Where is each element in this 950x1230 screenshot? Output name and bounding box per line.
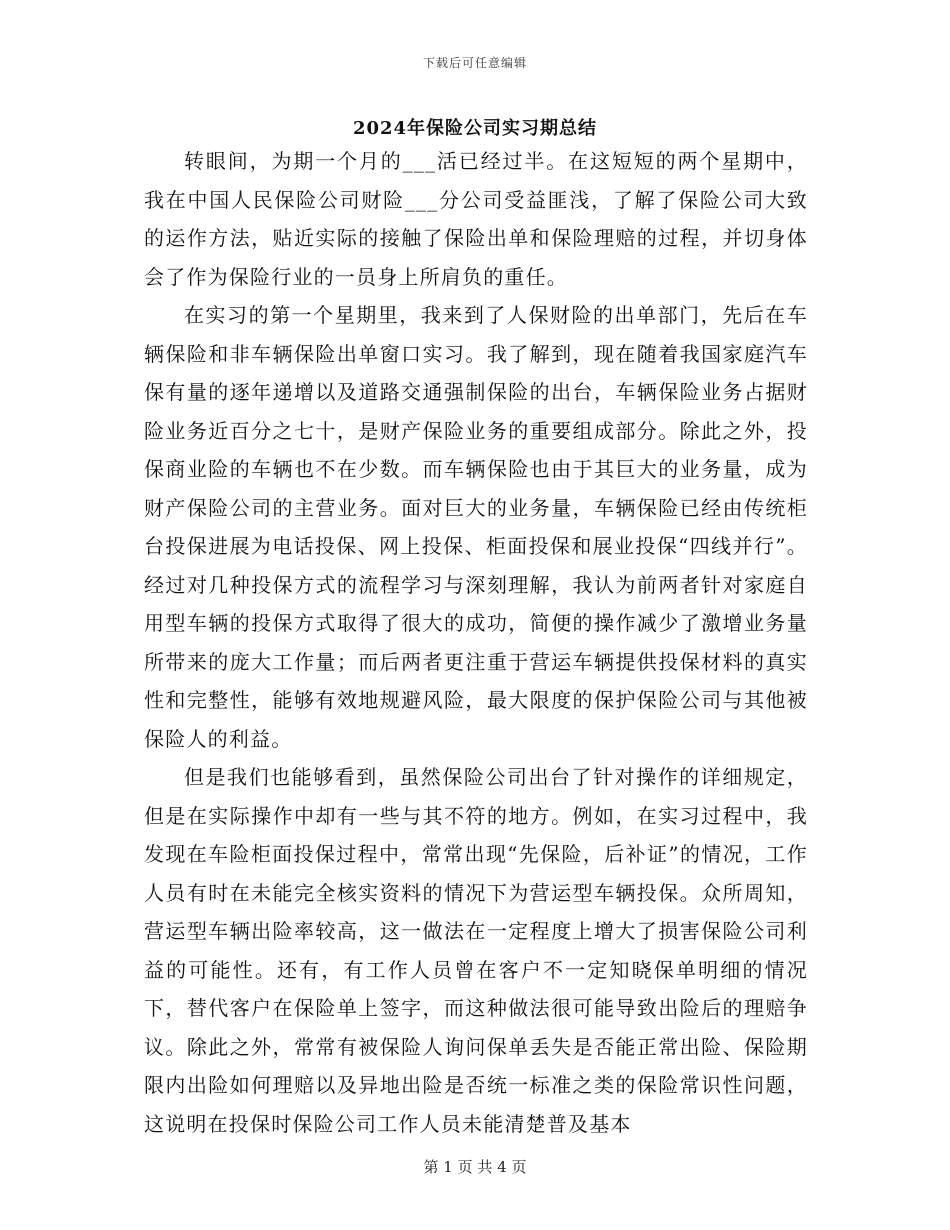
page-header-note: 下载后可任意编辑 — [422, 56, 527, 70]
paragraph-first-week: 在实习的第一个星期里，我来到了人保财险的出单部门，先后在车辆保险和非车辆保险出单窗口实习。我了解到，现在随着我国家庭汽车保有量的逐年递增以及道路交通强制保险的出台，车辆保险业务占据财险业务近百分之七十，是财产保险业务的重要组成部分。除此之外，投保商业险的车辆也不在少数。而车辆保险也由于其巨大的业务量，成为财产保险公司的主营业务。面对巨大的业务量，车辆保险已经由传统柜台投保进展为电话投保、网上投保、柜面投保和展业投保“四线并行”。经过对几种投保方式的流程学习与深刻理解，我认为前两者针对家庭自用型车辆的投保方式取得了很大的成功，简便的操作减少了激增业务量所带来的庞大工作量；而后两者更注重于营运车辆提供投保材料的真实性和完整性，能够有效地规避风险，最大限度的保护保险公司与其他被保险人的利益。 — [144, 303, 808, 751]
paragraph-observations: 但是我们也能够看到，虽然保险公司出台了针对操作的详细规定，但是在实际操作中却有一些与其不符的地方。例如，在实习过程中，我发现在车险柜面投保过程中，常常出现“先保险，后补证”的情况，工作人员有时在未能完全核实资料的情况下为营运型车辆投保。众所周知，营运型车辆出险率较高，这一做法在一定程度上增大了损害保险公司利益的可能性。还有，有工作人员曾在客户不一定知晓保单明细的情况下，替代客户在保险单上签字，而这种做法很可能导致出险后的理赔争议。除此之外，常常有被保险人询问保单丢失是否能正常出险、保险期限内出险如何理赔以及异地出险是否统一标准之类的保险常识性问题，这说明在投保时保险公司工作人员未能清楚普及基本 — [144, 765, 808, 1136]
document-title: 2024年保险公司实习期总结 — [352, 118, 598, 139]
paragraph-intro: 转眼间，为期一个月的___活已经过半。在这短短的两个星期中，我在中国人民保险公司财险___分公司受益匪浅，了解了保险公司大致的运作方法，贴近实际的接触了保险出单和保险理赔的过程，并切身体会了作为保险行业的一员身上所肩负的重任。 — [144, 149, 808, 289]
document-body — [144, 142, 808, 1143]
page-number-footer: 第 1 页 共 4 页 — [423, 1158, 527, 1176]
